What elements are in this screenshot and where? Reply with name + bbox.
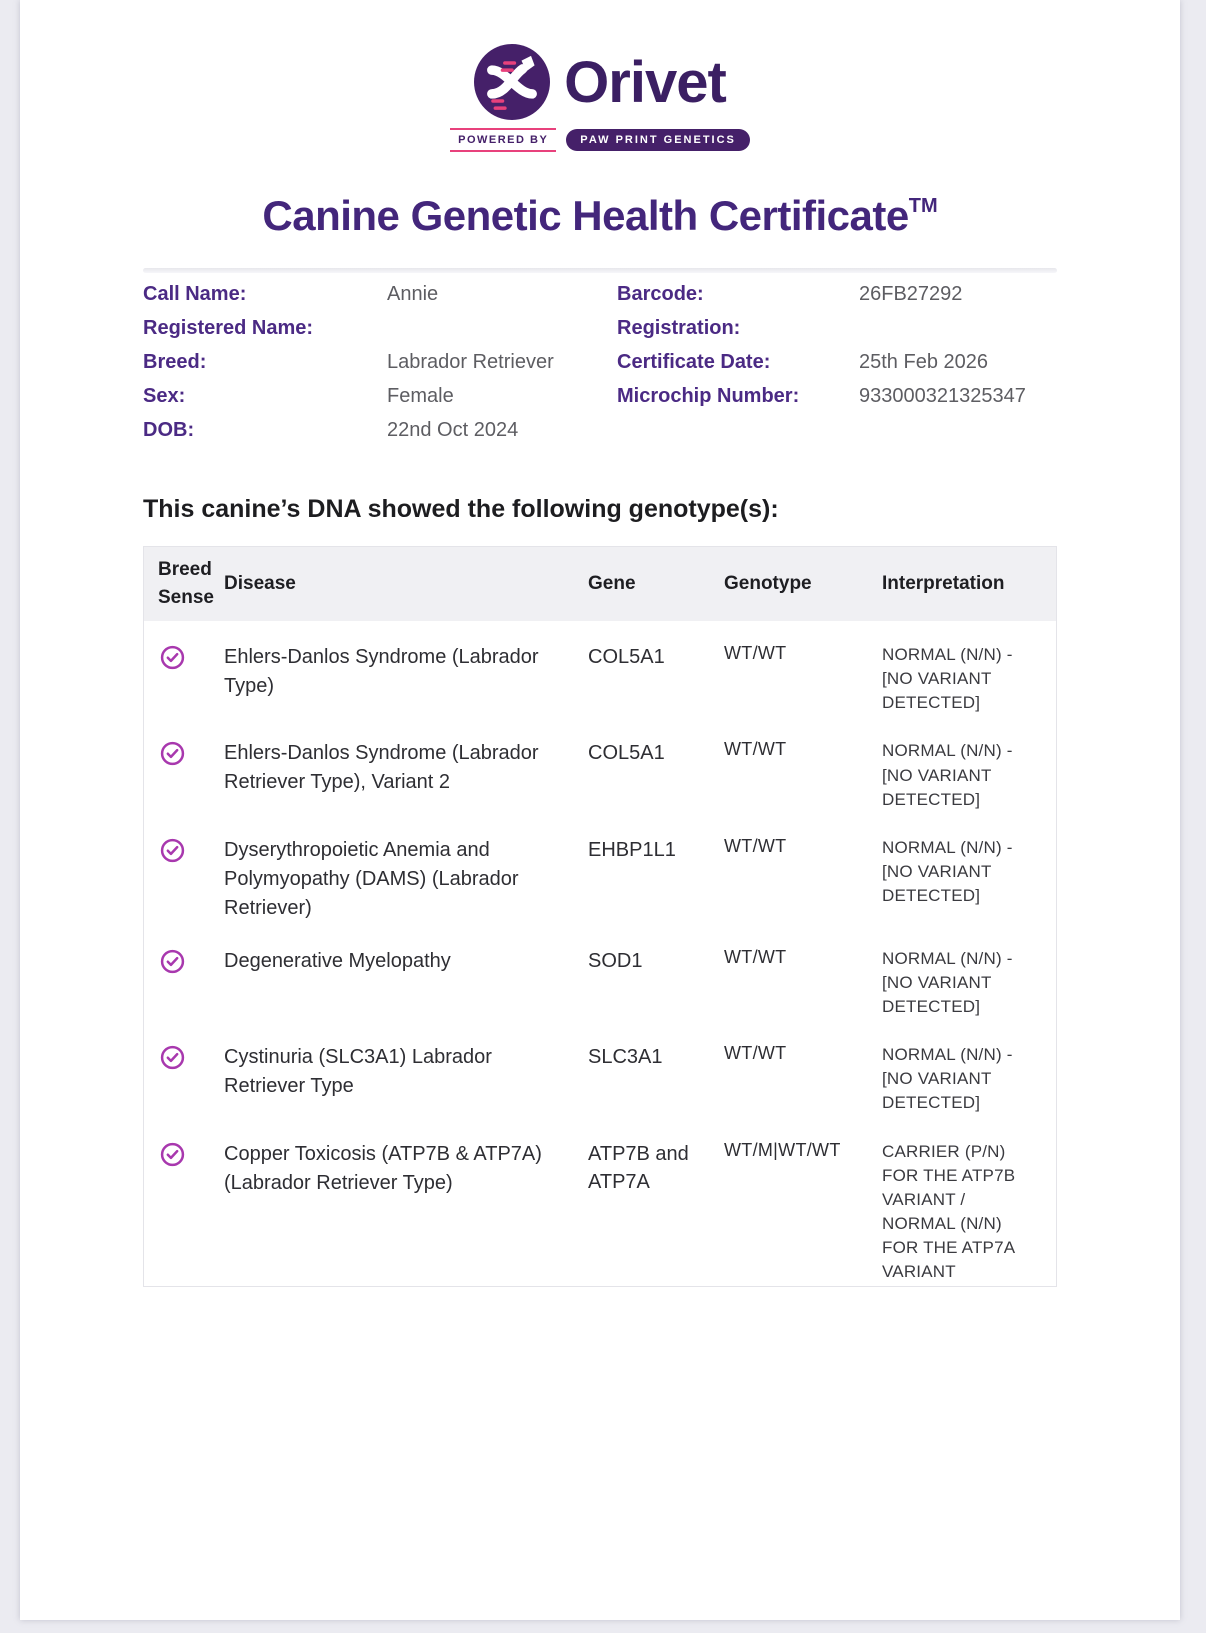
microchip-value: 933000321325347 xyxy=(859,385,1026,407)
table-row xyxy=(144,1021,1056,1117)
barcode-value: 26FB27292 xyxy=(859,283,963,305)
disease-cell: Ehlers-Danlos Syndrome (Labrador Type) xyxy=(224,646,539,697)
info-row-microchip xyxy=(617,385,1057,419)
genotype-cell: WT/WT xyxy=(724,1043,787,1064)
genotype-cell: WT/M|WT/WT xyxy=(724,1139,841,1160)
sex-label: Sex: xyxy=(143,385,186,407)
check-circle-icon xyxy=(144,643,224,670)
table-row xyxy=(144,717,1056,813)
header-interpretation: Interpretation xyxy=(882,573,1005,595)
dog-info-section xyxy=(143,283,1057,453)
table-row xyxy=(144,1118,1056,1287)
table-header-row xyxy=(144,547,1056,621)
certificate-date-value: 25th Feb 2026 xyxy=(859,351,988,373)
info-row-dob xyxy=(143,419,617,453)
registered-name-label: Registered Name: xyxy=(143,317,314,339)
genotype-cell: WT/WT xyxy=(724,643,787,663)
interpretation-cell: CARRIER (P/N) FOR THE ATP7B VARIANT / NORMAL (N/N) FOR THE ATP7A VARIANT xyxy=(882,1141,1016,1282)
interpretation-cell: NORMAL (N/N) - [NO VARIANT DETECTED] xyxy=(882,1045,1013,1113)
check-circle-icon xyxy=(144,947,224,974)
breed-label: Breed: xyxy=(143,351,207,373)
gene-cell: COL5A1 xyxy=(588,742,665,765)
header-genotype: Genotype xyxy=(724,573,812,595)
interpretation-cell: NORMAL (N/N) - [NO VARIANT DETECTED] xyxy=(882,948,1013,1016)
interpretation-cell: NORMAL (N/N) - [NO VARIANT DETECTED] xyxy=(882,837,1013,905)
check-circle-icon xyxy=(144,739,224,766)
gene-cell: COL5A1 xyxy=(588,646,665,668)
orivet-dna-dog-icon xyxy=(474,44,550,120)
header-disease: Disease xyxy=(224,573,296,595)
barcode-label: Barcode: xyxy=(617,283,704,305)
interpretation-cell: NORMAL (N/N) - [NO VARIANT DETECTED] xyxy=(882,741,1013,809)
logo-block xyxy=(143,0,1057,152)
disease-cell: Ehlers-Danlos Syndrome (Labrador Retriever Type), Variant 2 xyxy=(224,742,539,794)
microchip-label: Microchip Number: xyxy=(617,385,800,407)
dob-label: DOB: xyxy=(143,419,195,441)
trademark-symbol: TM xyxy=(908,195,938,217)
gene-cell: EHBP1L1 xyxy=(588,838,676,861)
genotype-table xyxy=(143,546,1057,1287)
info-row-registered-name xyxy=(143,317,617,351)
brand-name: Orivet xyxy=(564,49,726,115)
info-row-barcode xyxy=(617,283,1057,317)
gene-cell: ATP7B and ATP7A xyxy=(588,1142,689,1193)
header-gene: Gene xyxy=(588,573,636,595)
disease-cell: Cystinuria (SLC3A1) Labrador Retriever Type xyxy=(224,1046,492,1098)
page-title: Canine Genetic Health Certificate™ xyxy=(262,192,938,239)
check-circle-icon xyxy=(144,1140,224,1167)
info-row-registration xyxy=(617,317,1057,351)
info-row-breed xyxy=(143,351,617,385)
section-divider xyxy=(143,268,1057,273)
check-circle-icon xyxy=(144,836,224,863)
paw-print-genetics-badge: PAW PRINT GENETICS xyxy=(566,129,750,151)
table-row xyxy=(144,925,1056,1021)
call-name-value: Annie xyxy=(387,283,439,305)
breed-value: Labrador Retriever xyxy=(387,351,554,373)
interpretation-cell: NORMAL (N/N) - [NO VARIANT DETECTED] xyxy=(882,645,1013,713)
powered-by-badge: POWERED BY xyxy=(450,128,556,152)
genotype-cell: WT/WT xyxy=(724,946,787,967)
dob-value: 22nd Oct 2024 xyxy=(387,419,519,441)
disease-cell: Copper Toxicosis (ATP7B & ATP7A) (Labrador Retriever Type) xyxy=(224,1142,542,1194)
certificate-date-label: Certificate Date: xyxy=(617,351,771,373)
call-name-label: Call Name: xyxy=(143,283,247,305)
registration-label: Registration: xyxy=(617,317,741,339)
disease-cell: Degenerative Myelopathy xyxy=(224,949,451,972)
genotype-cell: WT/WT xyxy=(724,739,787,760)
genotype-section-heading: This canine’s DNA showed the following genotype(s): xyxy=(143,495,779,523)
info-row-certificate-date xyxy=(617,351,1057,385)
genotype-cell: WT/WT xyxy=(724,835,787,856)
table-row xyxy=(144,621,1056,717)
gene-cell: SLC3A1 xyxy=(588,1046,663,1069)
check-circle-icon xyxy=(144,1043,224,1070)
disease-cell: Dyserythropoietic Anemia and Polymyopathy (DAMS) (Labrador Retriever) xyxy=(224,838,519,919)
table-row xyxy=(144,814,1056,925)
certificate-page xyxy=(20,0,1180,1620)
gene-cell: SOD1 xyxy=(588,949,643,972)
info-row-call-name xyxy=(143,283,617,317)
info-row-sex xyxy=(143,385,617,419)
header-breed-sense: Breed Sense xyxy=(158,559,214,608)
sex-value: Female xyxy=(387,385,454,407)
